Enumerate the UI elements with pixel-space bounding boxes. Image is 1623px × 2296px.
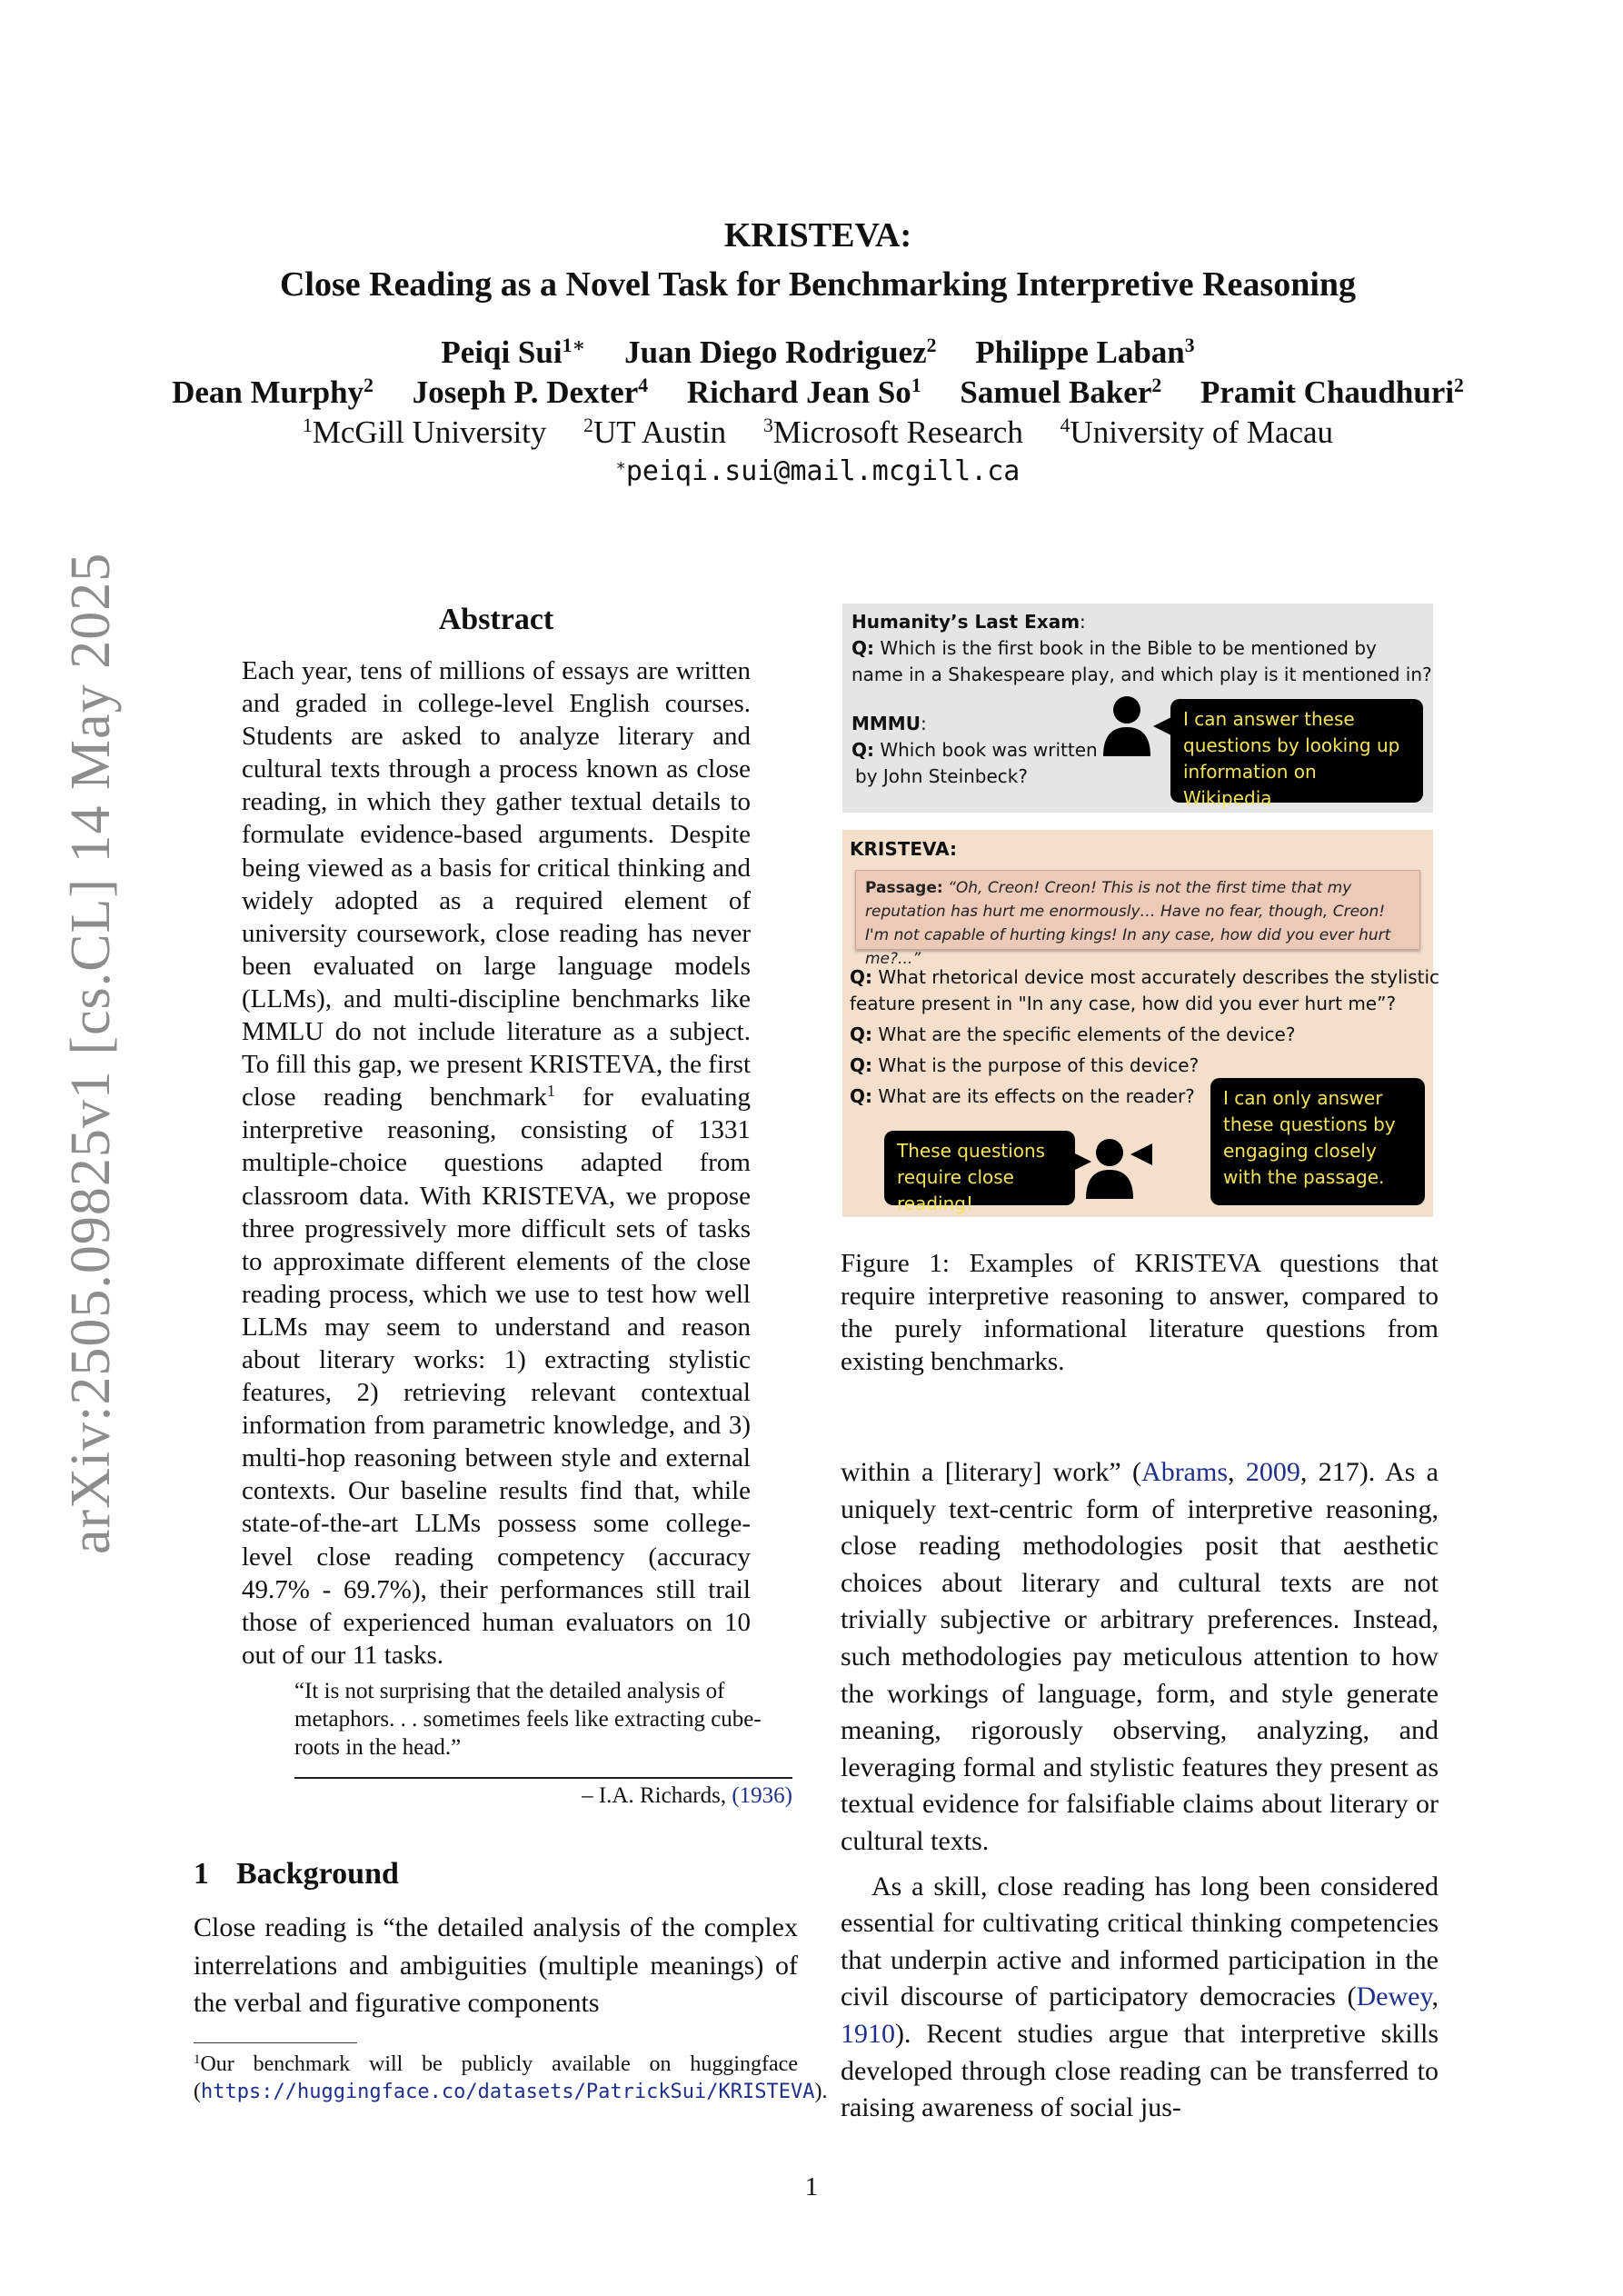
citation-link[interactable]: 1910 [841, 2018, 895, 2049]
person-icon [1082, 1137, 1137, 1201]
paragraph: As a skill, close reading has long been considered essential for cultivating critical thinking competencies that underpin active and informed participation in the civil discourse of participatory democracies (Dewey, 1910). Recent studies argue that interpretive skills developed through close reading can be transferred to raising awareness of social jus- [841, 1871, 1439, 2123]
paper-title-line2: Close Reading as a Novel Task for Benchmarking Interpretive Reasoning [279, 265, 1357, 304]
author: Pramit Chaudhuri$^2$ [1200, 374, 1464, 410]
author: Philippe Laban$^3$ [975, 334, 1195, 370]
footnote: $^1$Our benchmark will be publicly available on huggingface (https://huggingface.co/datasets/PatrickSui/KRISTEVA). [194, 2051, 828, 2103]
arxiv-identifier-stamp: arXiv:2505.09825v1 [cs.CL] 14 May 2025 [60, 552, 122, 1554]
kristeva-question-3: Q: What is the purpose of this device? [850, 1054, 1200, 1076]
paper-title-line1: KRISTEVA: [723, 216, 912, 255]
passage-box: Passage: “Oh, Creon! Creon! This is not the first time that my reputation has hurt me enormously… Have no fear, though, Creon! I'm not capable of hurting kings! In any case, how did you ever hurt me?...” [855, 870, 1420, 950]
mmmu-question-line2: by John Steinbeck? [855, 765, 1028, 787]
citation-link[interactable]: Abrams [1141, 1457, 1229, 1487]
author: Peiqi Sui$^{1∗}$ [441, 334, 586, 370]
affiliation: $^2$UT Austin [583, 414, 727, 450]
author: Samuel Baker$^2$ [960, 374, 1162, 410]
speech-pointer-icon [1130, 1143, 1152, 1165]
figure-panel-existing-benchmarks [842, 604, 1433, 813]
kristeva-question-4: Q: What are its effects on the reader? [850, 1085, 1195, 1107]
title-block [109, 211, 1527, 492]
author: Dean Murphy$^2$ [172, 374, 373, 410]
figure-caption: Figure 1: Examples of KRISTEVA questions that require interpretive reasoning to answer, compared to the purely informational literature questions from existing benchmarks. [841, 1249, 1439, 1376]
affiliation: $^3$Microsoft Research [762, 414, 1023, 450]
person-icon [1100, 694, 1154, 758]
kristeva-label: KRISTEVA: [850, 838, 958, 860]
epigraph-divider [294, 1777, 792, 1779]
citation-link[interactable]: 2009 [1245, 1457, 1300, 1487]
speech-bubble-engage-passage: I can only answer these questions by engaging closely with the passage. [1210, 1078, 1425, 1205]
citation-link[interactable]: (1936) [732, 1783, 792, 1808]
mmmu-label: MMMU: [851, 713, 927, 734]
authors-row-2 [109, 373, 1527, 413]
citation-link[interactable]: Dewey [1356, 1982, 1432, 2012]
footnote-divider [194, 2042, 357, 2043]
epigraph-quote: “It is not surprising that the detailed analysis of metaphors. . . sometimes feels like extracting cube-roots in the head.” [294, 1679, 762, 1760]
hle-label: Humanity’s Last Exam: [851, 611, 1086, 633]
affiliations [109, 413, 1527, 452]
footnote-mark[interactable]: 1 [546, 1082, 555, 1101]
epigraph-attribution: – I.A. Richards, (1936) [582, 1783, 792, 1808]
paragraph: within a [literary] work” (Abrams, 2009, 217). As a uniquely text-centric form of interpretive reasoning, close reading methodologies posit that aesthetic choices about literary and cultural texts are not trivially subjective or arbitrary preferences. Instead, such methodologies pay meticulous attention to how the workings of language, form, and style generate meaning, rigorously observing, analyzing, and leveraging formal and stylistic features they present as textual evidence for falsifiable claims about literary or cultural texts. [841, 1457, 1439, 1856]
section-heading: 1 Background [194, 1857, 399, 1891]
figure-panel-kristeva [842, 830, 1440, 1217]
page-number: 1 [804, 2172, 819, 2201]
contact-email[interactable]: ∗peiqi.sui@mail.mcgill.ca [615, 455, 1021, 487]
hle-question-line1: Q: Which is the first book in the Bible to be mentioned by [851, 637, 1377, 659]
background-paragraph: Close reading is “the detailed analysis of the complex interrelations and ambiguities (multiple meanings) of the verbal and figurative components [194, 1912, 798, 2018]
abstract-heading: Abstract [438, 603, 554, 636]
affiliation: $^4$University of Macau [1060, 414, 1334, 450]
kristeva-question-1b: feature present in "In any case, how did you ever hurt me”? [850, 993, 1397, 1014]
author: Joseph P. Dexter$^4$ [412, 374, 649, 410]
author: Richard Jean So$^1$ [686, 374, 921, 410]
hle-question-line2: name in a Shakespeare play, and which play is it mentioned in? [851, 664, 1432, 685]
footnote-url-link[interactable]: https://huggingface.co/datasets/PatrickSui/KRISTEVA [201, 2081, 815, 2103]
kristeva-question-1a: Q: What rhetorical device most accurately describes the stylistic [850, 966, 1440, 988]
right-column-text [841, 1454, 1439, 2127]
mmmu-question-line1: Q: Which book was written [851, 739, 1098, 761]
abstract-text: Each year, tens of millions of essays are written and graded in college-level English courses. Students are asked to analyze literary and cultural texts through a process known as close reading, in which they gather textual details to formulate evidence-based arguments. Despite being viewed as a basis for critical thinking and widely adopted as a required element of university coursework, close reading has never been evaluated on large language models (LLMs), and multi-discipline benchmarks like MMLU do not include literature as a subject. To fill this gap, we present KRISTEVA, the first close reading benchmark$^1$ for evaluating interpretive reasoning, consisting of 1331 multiple-choice questions adapted from classroom data. With KRISTEVA, we propose three progressively more difficult sets of tasks to approximate different elements of the close reading process, which we use to test how well LLMs may seem to understand and reason about literary works: 1) extracting stylistic features, 2) retrieving relevant contextual information from parametric knowledge, and 3) multi-hop reasoning between style and external contexts. Our baseline results find that, while state-of-the-art LLMs possess some college-level close reading competency (accuracy 49.7% - 69.7%), their performances still trail those of experienced human evaluators on 10 out of our 11 tasks. [242, 656, 751, 1670]
speech-bubble-lookup: I can answer these questions by looking up information on Wikipedia [1170, 699, 1423, 803]
authors-row-1 [109, 333, 1527, 373]
speech-bubble-close-reading: These questions require close reading! [884, 1131, 1075, 1205]
kristeva-question-2: Q: What are the specific elements of the device? [850, 1023, 1296, 1045]
affiliation: $^1$McGill University [302, 414, 547, 450]
author: Juan Diego Rodriguez$^2$ [624, 334, 937, 370]
